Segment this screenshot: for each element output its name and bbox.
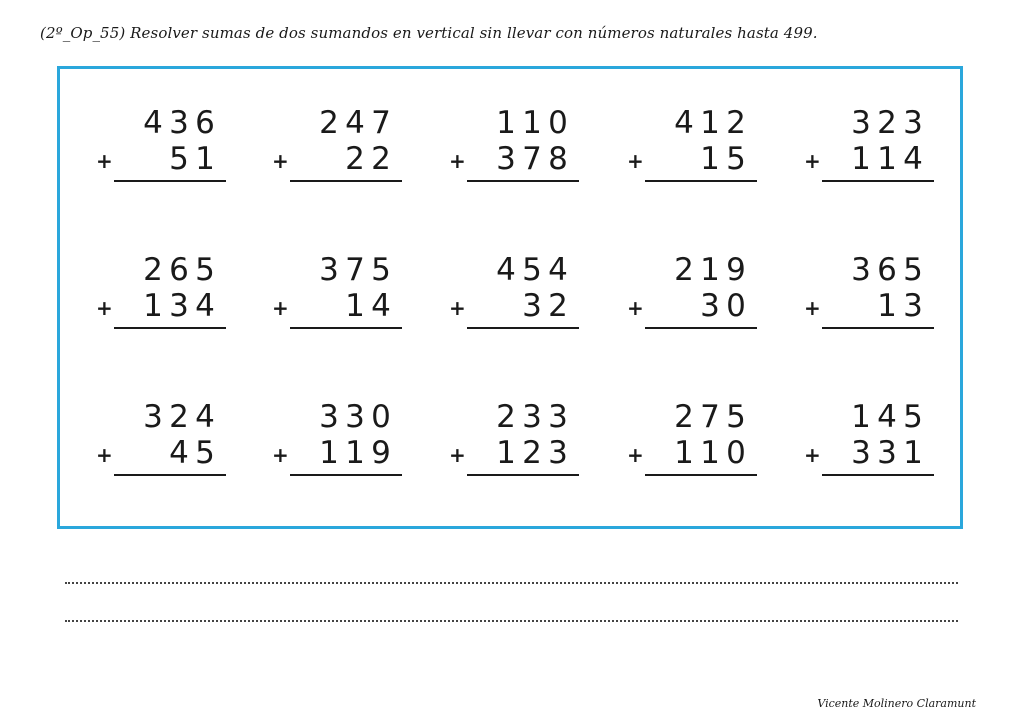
first-addend bbox=[316, 252, 394, 288]
digit: 4 bbox=[195, 399, 215, 435]
digit: 3 bbox=[522, 288, 542, 324]
plus-sign: + bbox=[804, 443, 821, 467]
digit: 5 bbox=[903, 252, 923, 288]
sum-line bbox=[114, 327, 226, 329]
plus-sign: + bbox=[804, 149, 821, 173]
digit: 3 bbox=[143, 399, 163, 435]
second-addend bbox=[140, 141, 218, 177]
digit: 3 bbox=[169, 105, 189, 141]
addition-problem bbox=[272, 399, 402, 479]
sum-line bbox=[467, 474, 579, 476]
digit: 0 bbox=[726, 288, 746, 324]
sum-line bbox=[290, 180, 402, 182]
digit: 3 bbox=[496, 141, 516, 177]
first-addend bbox=[316, 105, 394, 141]
digit: 4 bbox=[195, 288, 215, 324]
first-addend bbox=[493, 399, 571, 435]
digit: 1 bbox=[877, 288, 897, 324]
addition-problem bbox=[272, 105, 402, 185]
addition-problem bbox=[804, 399, 934, 479]
digit: 2 bbox=[726, 105, 746, 141]
sum-line bbox=[467, 327, 579, 329]
digit: 3 bbox=[522, 399, 542, 435]
sum-line bbox=[822, 327, 934, 329]
digit: 2 bbox=[522, 435, 542, 471]
addition-problem bbox=[449, 105, 579, 185]
digit: 3 bbox=[903, 288, 923, 324]
digit: 4 bbox=[345, 105, 365, 141]
first-addend bbox=[140, 399, 218, 435]
digit bbox=[671, 288, 697, 324]
digit: 3 bbox=[319, 252, 339, 288]
digit bbox=[671, 141, 697, 177]
plus-sign: + bbox=[449, 149, 466, 173]
second-addend bbox=[493, 435, 571, 471]
plus-sign: + bbox=[272, 296, 289, 320]
plus-sign: + bbox=[272, 443, 289, 467]
second-addend bbox=[316, 435, 394, 471]
digit: 4 bbox=[674, 105, 694, 141]
addition-problem bbox=[272, 252, 402, 332]
plus-sign: + bbox=[449, 296, 466, 320]
digit: 1 bbox=[700, 435, 720, 471]
worksheet-title: (2º_Op_55) Resolver sumas de dos sumandos en vertical sin llevar con números naturales hasta 499. bbox=[40, 24, 818, 42]
digit: 1 bbox=[522, 105, 542, 141]
digit: 4 bbox=[877, 399, 897, 435]
second-addend bbox=[671, 435, 749, 471]
addition-problem bbox=[804, 252, 934, 332]
digit: 5 bbox=[726, 399, 746, 435]
second-addend bbox=[671, 141, 749, 177]
digit: 1 bbox=[700, 141, 720, 177]
digit: 3 bbox=[700, 288, 720, 324]
digit: 1 bbox=[195, 141, 215, 177]
digit bbox=[316, 141, 342, 177]
digit: 1 bbox=[674, 435, 694, 471]
exercise-frame bbox=[57, 66, 963, 529]
answer-dotted-line bbox=[65, 582, 958, 584]
digit: 4 bbox=[169, 435, 189, 471]
plus-sign: + bbox=[804, 296, 821, 320]
addition-problem bbox=[96, 105, 226, 185]
addition-problem bbox=[96, 252, 226, 332]
digit: 9 bbox=[726, 252, 746, 288]
sum-line bbox=[822, 180, 934, 182]
second-addend bbox=[848, 288, 926, 324]
sum-line bbox=[645, 327, 757, 329]
plus-sign: + bbox=[96, 443, 113, 467]
digit: 5 bbox=[371, 252, 391, 288]
digit: 2 bbox=[319, 105, 339, 141]
digit: 7 bbox=[700, 399, 720, 435]
digit: 3 bbox=[851, 252, 871, 288]
second-addend bbox=[140, 288, 218, 324]
first-addend bbox=[848, 252, 926, 288]
digit: 7 bbox=[371, 105, 391, 141]
digit: 4 bbox=[371, 288, 391, 324]
digit: 3 bbox=[851, 105, 871, 141]
second-addend bbox=[493, 141, 571, 177]
addition-problem bbox=[804, 105, 934, 185]
problems-grid bbox=[60, 69, 960, 526]
digit: 3 bbox=[548, 399, 568, 435]
digit: 3 bbox=[345, 399, 365, 435]
author-credit: Vicente Molinero Claramunt bbox=[817, 697, 976, 710]
digit: 5 bbox=[195, 435, 215, 471]
digit: 3 bbox=[548, 435, 568, 471]
digit: 1 bbox=[903, 435, 923, 471]
second-addend bbox=[848, 435, 926, 471]
addition-problem bbox=[627, 399, 757, 479]
first-addend bbox=[671, 252, 749, 288]
digit: 1 bbox=[496, 105, 516, 141]
digit: 5 bbox=[169, 141, 189, 177]
digit bbox=[140, 141, 166, 177]
digit: 2 bbox=[345, 141, 365, 177]
digit: 4 bbox=[143, 105, 163, 141]
digit: 5 bbox=[726, 141, 746, 177]
first-addend bbox=[493, 252, 571, 288]
sum-line bbox=[290, 327, 402, 329]
plus-sign: + bbox=[449, 443, 466, 467]
digit: 6 bbox=[169, 252, 189, 288]
digit: 3 bbox=[169, 288, 189, 324]
plus-sign: + bbox=[96, 296, 113, 320]
first-addend bbox=[671, 105, 749, 141]
plus-sign: + bbox=[272, 149, 289, 173]
plus-sign: + bbox=[627, 296, 644, 320]
digit: 1 bbox=[143, 288, 163, 324]
digit: 1 bbox=[877, 141, 897, 177]
sum-line bbox=[467, 180, 579, 182]
digit: 1 bbox=[851, 399, 871, 435]
plus-sign: + bbox=[96, 149, 113, 173]
addition-problem bbox=[449, 252, 579, 332]
digit: 2 bbox=[674, 252, 694, 288]
digit: 2 bbox=[496, 399, 516, 435]
digit: 5 bbox=[522, 252, 542, 288]
addition-problem bbox=[96, 399, 226, 479]
digit: 3 bbox=[319, 399, 339, 435]
addition-problem bbox=[627, 252, 757, 332]
digit: 4 bbox=[548, 252, 568, 288]
digit: 6 bbox=[195, 105, 215, 141]
digit: 1 bbox=[700, 105, 720, 141]
first-addend bbox=[493, 105, 571, 141]
digit: 0 bbox=[548, 105, 568, 141]
digit: 6 bbox=[877, 252, 897, 288]
plus-sign: + bbox=[627, 149, 644, 173]
first-addend bbox=[316, 399, 394, 435]
digit: 2 bbox=[548, 288, 568, 324]
digit: 3 bbox=[877, 435, 897, 471]
digit: 1 bbox=[345, 288, 365, 324]
digit: 1 bbox=[700, 252, 720, 288]
digit: 9 bbox=[371, 435, 391, 471]
second-addend bbox=[671, 288, 749, 324]
addition-problem bbox=[627, 105, 757, 185]
addition-problem bbox=[449, 399, 579, 479]
digit: 4 bbox=[496, 252, 516, 288]
digit: 8 bbox=[548, 141, 568, 177]
second-addend bbox=[493, 288, 571, 324]
digit bbox=[493, 288, 519, 324]
second-addend bbox=[140, 435, 218, 471]
digit: 2 bbox=[169, 399, 189, 435]
digit: 5 bbox=[195, 252, 215, 288]
digit: 5 bbox=[903, 399, 923, 435]
digit: 1 bbox=[319, 435, 339, 471]
digit: 0 bbox=[726, 435, 746, 471]
sum-line bbox=[114, 180, 226, 182]
digit: 2 bbox=[877, 105, 897, 141]
second-addend bbox=[316, 141, 394, 177]
answer-dotted-line bbox=[65, 620, 958, 622]
digit: 2 bbox=[143, 252, 163, 288]
second-addend bbox=[848, 141, 926, 177]
sum-line bbox=[645, 180, 757, 182]
digit bbox=[140, 435, 166, 471]
digit bbox=[848, 288, 874, 324]
digit: 2 bbox=[674, 399, 694, 435]
digit: 3 bbox=[851, 435, 871, 471]
sum-line bbox=[645, 474, 757, 476]
plus-sign: + bbox=[627, 443, 644, 467]
sum-line bbox=[822, 474, 934, 476]
first-addend bbox=[140, 252, 218, 288]
sum-line bbox=[290, 474, 402, 476]
first-addend bbox=[671, 399, 749, 435]
digit: 1 bbox=[851, 141, 871, 177]
second-addend bbox=[316, 288, 394, 324]
digit: 1 bbox=[496, 435, 516, 471]
digit: 7 bbox=[345, 252, 365, 288]
digit: 2 bbox=[371, 141, 391, 177]
digit: 7 bbox=[522, 141, 542, 177]
digit: 3 bbox=[903, 105, 923, 141]
digit: 0 bbox=[371, 399, 391, 435]
first-addend bbox=[848, 105, 926, 141]
sum-line bbox=[114, 474, 226, 476]
digit bbox=[316, 288, 342, 324]
first-addend bbox=[140, 105, 218, 141]
digit: 4 bbox=[903, 141, 923, 177]
digit: 1 bbox=[345, 435, 365, 471]
first-addend bbox=[848, 399, 926, 435]
